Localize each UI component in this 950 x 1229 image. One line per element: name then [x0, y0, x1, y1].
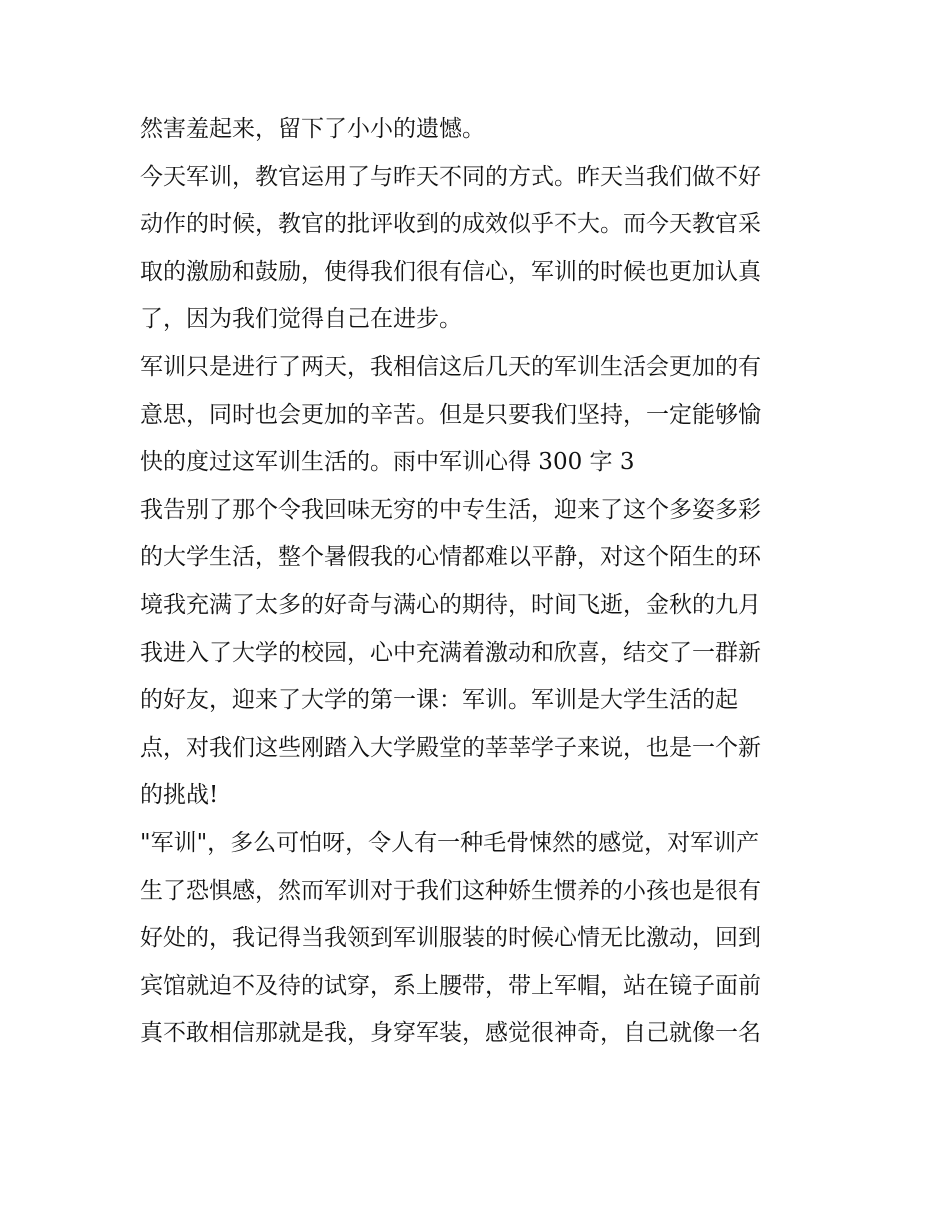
- text-line: 取的激励和鼓励，使得我们很有信心，军训的时候也更加认真: [140, 258, 761, 285]
- text-line: 好处的，我记得当我领到军训服装的时候心情无比激动，回到: [140, 925, 761, 952]
- text-line: 境我充满了太多的好奇与满心的期待，时间飞逝，金秋的九月: [140, 591, 761, 618]
- document-body: [140, 106, 820, 1058]
- text-line: 点，对我们这些刚踏入大学殿堂的莘莘学子来说，也是一个新: [140, 734, 761, 761]
- text-line: 动作的时候，教官的批评收到的成效似乎不大。而今天教官采: [140, 211, 761, 238]
- text-line: "军训"，多么可怕呀，令人有一种毛骨悚然的感觉，对军训产: [140, 829, 760, 856]
- text-line: 宾馆就迫不及待的试穿，系上腰带，带上军帽，站在镜子面前: [140, 972, 761, 999]
- text-line: 的大学生活，整个暑假我的心情都难以平静，对这个陌生的环: [140, 544, 761, 571]
- text-line: 意思，同时也会更加的辛苦。但是只要我们坚持，一定能够愉: [140, 401, 761, 428]
- text-line: 我进入了大学的校园，心中充满着激动和欣喜，结交了一群新: [140, 639, 761, 666]
- text-line: 快的度过这军训生活的。雨中军训心得 300 字 3: [140, 449, 635, 476]
- text-line: 我告别了那个令我回味无穷的中专生活，迎来了这个多姿多彩: [140, 496, 761, 523]
- text-line: 的挑战!: [140, 782, 219, 809]
- text-line: 生了恐惧感，然而军训对于我们这种娇生惯养的小孩也是很有: [140, 877, 761, 904]
- text-line: 真不敢相信那就是我，身穿军装，感觉很神奇，自己就像一名: [140, 1020, 761, 1047]
- text-line: 然害羞起来，留下了小小的遗憾。: [140, 116, 485, 142]
- text-line: 了，因为我们觉得自己在进步。: [140, 306, 462, 333]
- text-line: 今天军训，教官运用了与昨天不同的方式。昨天当我们做不好: [140, 163, 761, 190]
- text-line: 军训只是进行了两天，我相信这后几天的军训生活会更加的有: [140, 353, 761, 380]
- text-line: 的好友，迎来了大学的第一课：军训。军训是大学生活的起: [140, 687, 738, 714]
